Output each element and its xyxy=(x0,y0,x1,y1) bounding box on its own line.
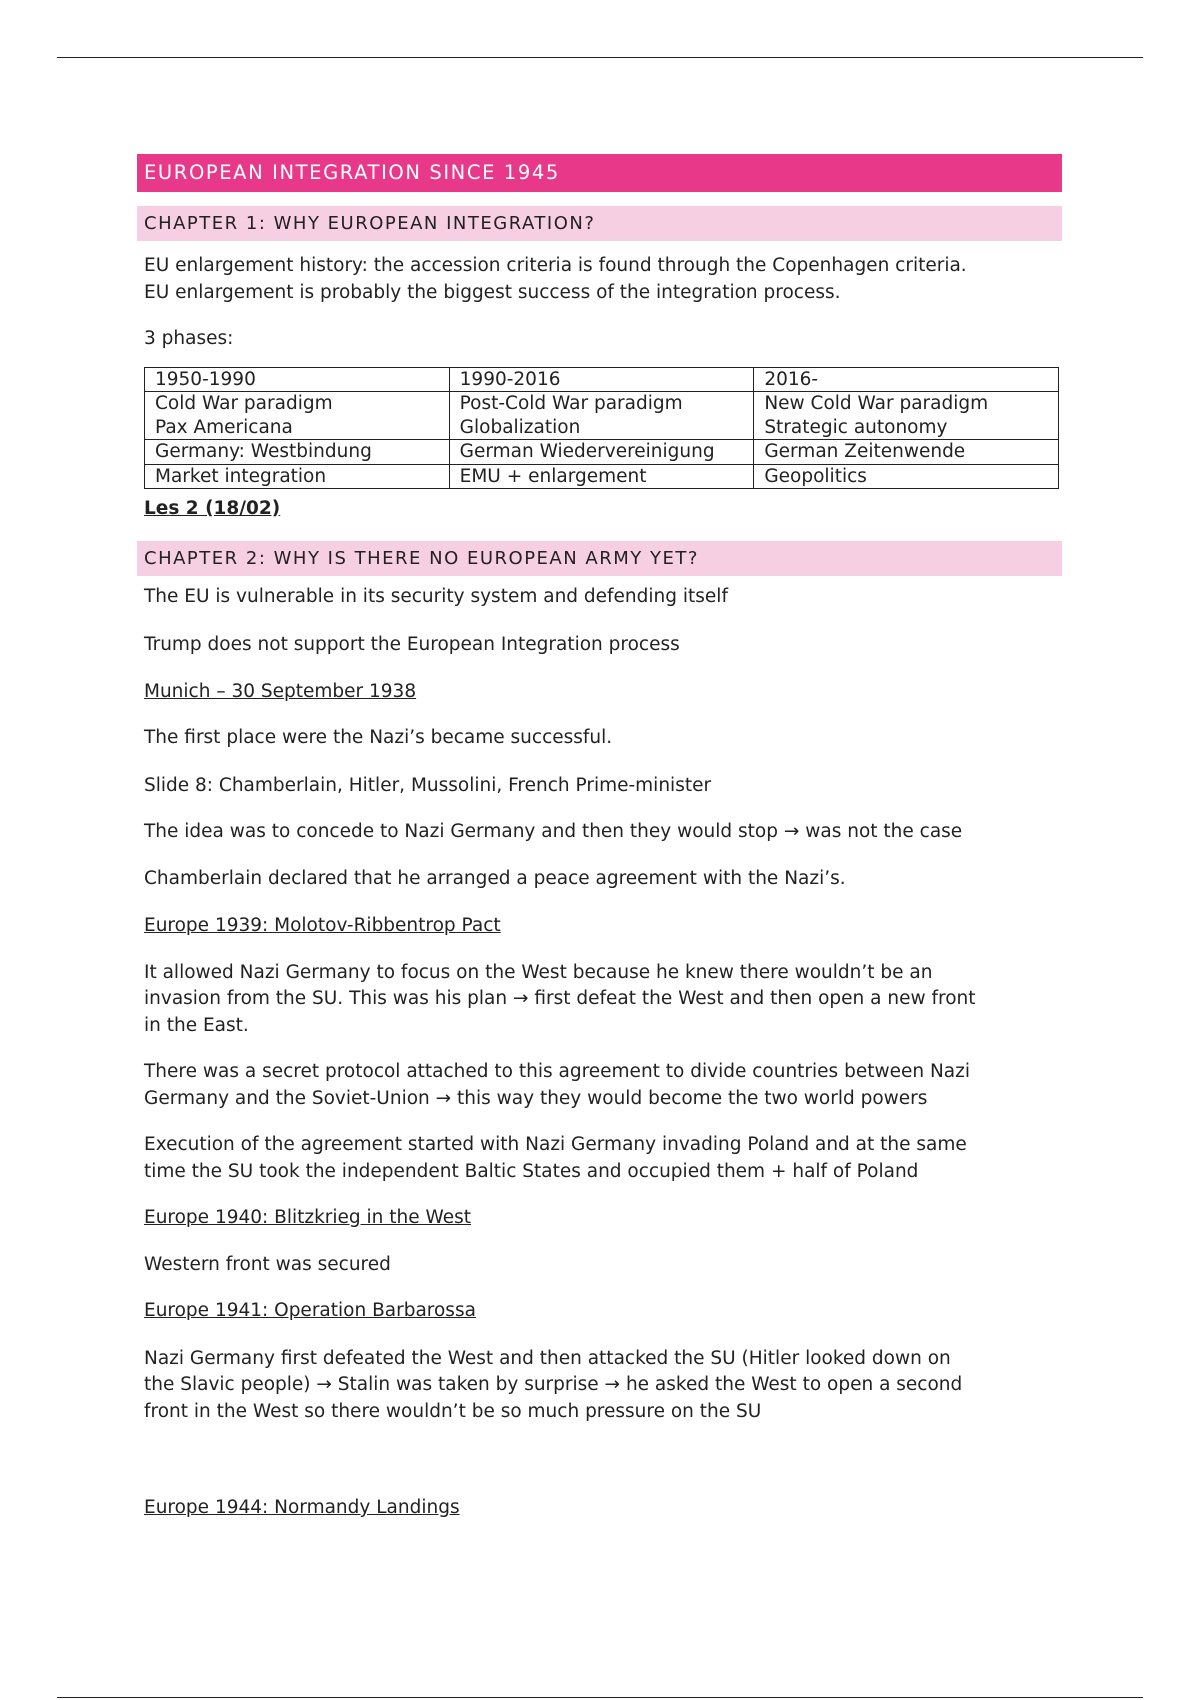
paragraph xyxy=(137,1132,1062,1185)
table-row xyxy=(145,464,1059,489)
paragraph: The idea was to concede to Nazi Germany and then they would stop → was not the case xyxy=(144,821,963,842)
paragraph-line: in the East. xyxy=(144,1014,249,1036)
paragraph: Western front was secured xyxy=(144,1253,391,1275)
paragraph xyxy=(137,1059,1062,1112)
footer-rule xyxy=(57,1697,1143,1698)
table-cell: German Wiedervereinigung xyxy=(449,440,754,465)
paragraph-line: There was a secret protocol attached to this agreement to divide countries between Nazi xyxy=(144,1061,970,1082)
table-row xyxy=(145,440,1059,465)
table-cell: 2016- xyxy=(754,367,1059,392)
cell-line: New Cold War paradigm xyxy=(764,393,989,414)
cell-line: Cold War paradigm xyxy=(155,393,333,414)
table-cell: Germany: Westbindung xyxy=(145,440,450,465)
section-heading-normandy: Europe 1944: Normandy Landings xyxy=(144,1497,460,1518)
table-cell xyxy=(449,392,754,440)
cell-line: Strategic autonomy xyxy=(764,416,948,438)
cell-line: Post-Cold War paradigm xyxy=(459,393,683,414)
paragraph-line: Execution of the agreement started with Nazi Germany invading Poland and at the same xyxy=(144,1134,967,1155)
table-cell: Market integration xyxy=(145,464,450,489)
table-cell: Geopolitics xyxy=(754,464,1059,489)
paragraph-line: front in the West so there wouldn’t be so much pressure on the SU xyxy=(144,1400,762,1422)
paragraph: Trump does not support the European Integration process xyxy=(144,634,680,655)
paragraph-line: It allowed Nazi Germany to focus on the West because he knew there wouldn’t be an xyxy=(144,961,933,983)
table-cell: German Zeitenwende xyxy=(754,440,1059,465)
paragraph: The EU is vulnerable in its security system and defending itself xyxy=(144,585,728,607)
paragraph-line: Germany and the Soviet-Union → this way they would become the two world powers xyxy=(144,1087,928,1109)
paragraph-line: invasion from the SU. This was his plan → first defeat the West and then open a new front xyxy=(144,988,976,1009)
paragraph: Slide 8: Chamberlain, Hitler, Mussolini, French Prime-minister xyxy=(144,774,712,796)
paragraph: Chamberlain declared that he arranged a peace agreement with the Nazi’s. xyxy=(144,867,846,889)
table-cell: 1990-2016 xyxy=(449,367,754,392)
table-cell: 1950-1990 xyxy=(145,367,450,392)
cell-line: Pax Americana xyxy=(155,416,293,438)
chapter-2-heading: CHAPTER 2: WHY IS THERE NO EUROPEAN ARMY YET? xyxy=(137,541,1062,576)
section-heading-blitzkrieg: Europe 1940: Blitzkrieg in the West xyxy=(144,1207,472,1228)
document-body xyxy=(137,154,1062,1522)
paragraph: The first place were the Nazi’s became successful. xyxy=(144,727,613,748)
table-cell xyxy=(145,392,450,440)
intro-line-1: EU enlargement history: the accession criteria is found through the Copenhagen criteria. xyxy=(144,255,967,276)
phases-label: 3 phases: xyxy=(144,328,234,349)
cell-line: Globalization xyxy=(459,416,581,438)
lesson-label: Les 2 (18/02) xyxy=(144,498,281,519)
section-heading-pact: Europe 1939: Molotov-Ribbentrop Pact xyxy=(144,915,501,936)
section-heading-munich: Munich – 30 September 1938 xyxy=(144,680,417,702)
document-title: EUROPEAN INTEGRATION SINCE 1945 xyxy=(137,154,1062,192)
paragraph xyxy=(137,960,1062,1040)
intro-line-2: EU enlargement is probably the biggest success of the integration process. xyxy=(144,281,841,303)
section-heading-barbarossa: Europe 1941: Operation Barbarossa xyxy=(144,1300,476,1321)
phases-table xyxy=(144,367,1059,490)
paragraph-line: the Slavic people) → Stalin was taken by surprise → he asked the West to open a second xyxy=(144,1374,963,1395)
paragraph-line: Nazi Germany first defeated the West and then attacked the SU (Hitler looked down on xyxy=(144,1347,951,1369)
table-row xyxy=(145,367,1059,392)
chapter-1-intro xyxy=(137,253,1062,306)
table-cell: EMU + enlargement xyxy=(449,464,754,489)
chapter-1-heading: CHAPTER 1: WHY EUROPEAN INTEGRATION? xyxy=(137,206,1062,241)
paragraph-line: time the SU took the independent Baltic States and occupied them + half of Poland xyxy=(144,1160,919,1182)
table-row xyxy=(145,392,1059,440)
paragraph xyxy=(137,1346,1062,1426)
table-cell xyxy=(754,392,1059,440)
header-rule xyxy=(57,57,1143,58)
